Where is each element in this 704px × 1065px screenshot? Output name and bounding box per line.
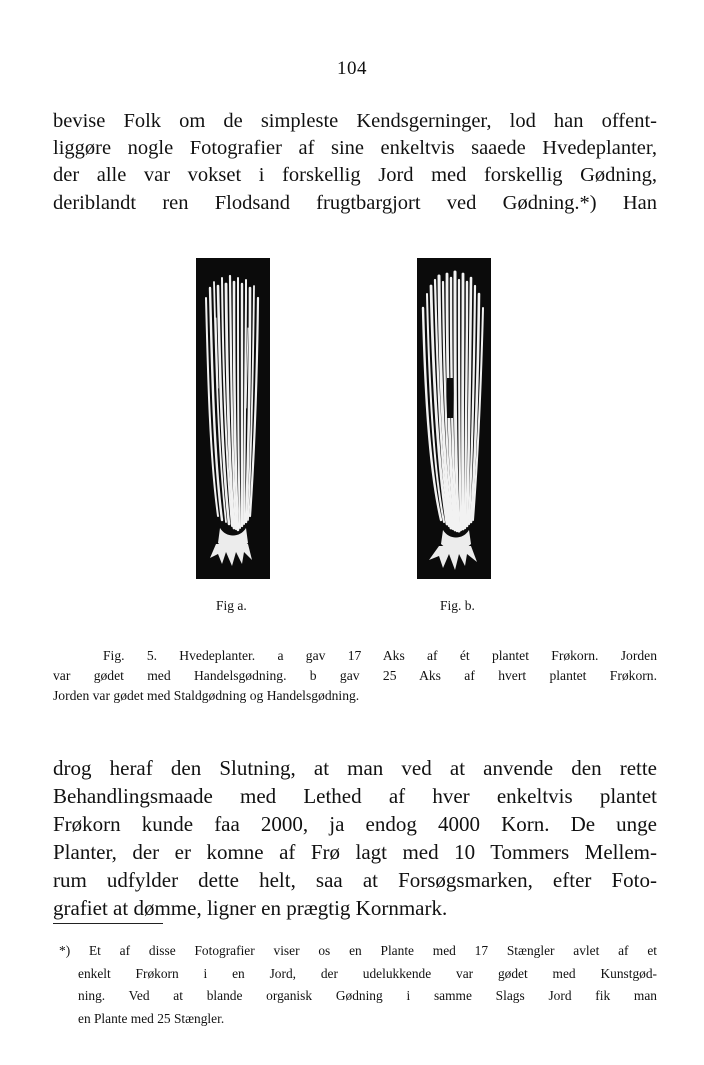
page-number: 104 xyxy=(337,58,367,79)
figure-b-label: Fig. b. xyxy=(440,598,475,613)
text-line: grafiet at dømme, ligner en prægtig Kornmark. xyxy=(53,896,448,920)
caption-line: Fig. 5. Hvedeplanter. a gav 17 Aks af ét plantet Frøkorn. Jorden xyxy=(103,648,657,663)
caption-line: var gødet med Handelsgødning. b gav 25 Aks af hvert plantet Frøkorn. xyxy=(53,668,657,683)
body-paragraph-top xyxy=(53,108,657,217)
footnote-line: ning. Ved at blande organisk Gødning i samme Slags Jord fik man xyxy=(78,988,657,1003)
text-line: liggøre nogle Fotografier af sine enkeltvis saaede Hvedeplanter, xyxy=(53,137,657,160)
text-line: deriblandt ren Flodsand frugtbargjort ved Gødning.*) Han xyxy=(53,191,657,214)
body-paragraph-bottom xyxy=(53,754,657,922)
footnote-line: enkelt Frøkorn i en Jord, der udelukkende var gødet med Kunstgød- xyxy=(78,965,657,981)
text-line: bevise Folk om de simpleste Kendsgerninger, lod han offent- xyxy=(53,110,657,132)
wheat-plant-photo-a xyxy=(196,258,270,579)
text-line: der alle var vokset i forskellig Jord med forskellig Gødning, xyxy=(53,164,657,187)
footnote-line: en Plante med 25 Stængler. xyxy=(78,1010,225,1026)
text-line: Behandlingsmaade med Lethed af hver enkeltvis plantet xyxy=(53,784,657,808)
footnote xyxy=(53,940,657,1030)
footnote-line: *) Et af disse Fotografier viser os en Plante med 17 Stængler avlet af et xyxy=(59,943,657,958)
text-line: rum udfylder dette helt, saa at Forsøgsmarken, efter Foto- xyxy=(53,868,657,892)
text-line: Frøkorn kunde faa 2000, ja endog 4000 Korn. De unge xyxy=(53,812,657,836)
footnote-divider xyxy=(53,923,163,924)
wheat-plant-photo-b xyxy=(417,258,491,579)
text-line: drog heraf den Slutning, at man ved at anvende den rette xyxy=(53,756,657,780)
caption-line: Jorden var gødet med Staldgødning og Handelsgødning. xyxy=(53,688,360,703)
figure-a-label: Fig a. xyxy=(216,598,247,613)
text-line: Planter, der er komne af Frø lagt med 10 Tommers Mellem- xyxy=(53,840,657,864)
figure-caption xyxy=(53,646,657,706)
